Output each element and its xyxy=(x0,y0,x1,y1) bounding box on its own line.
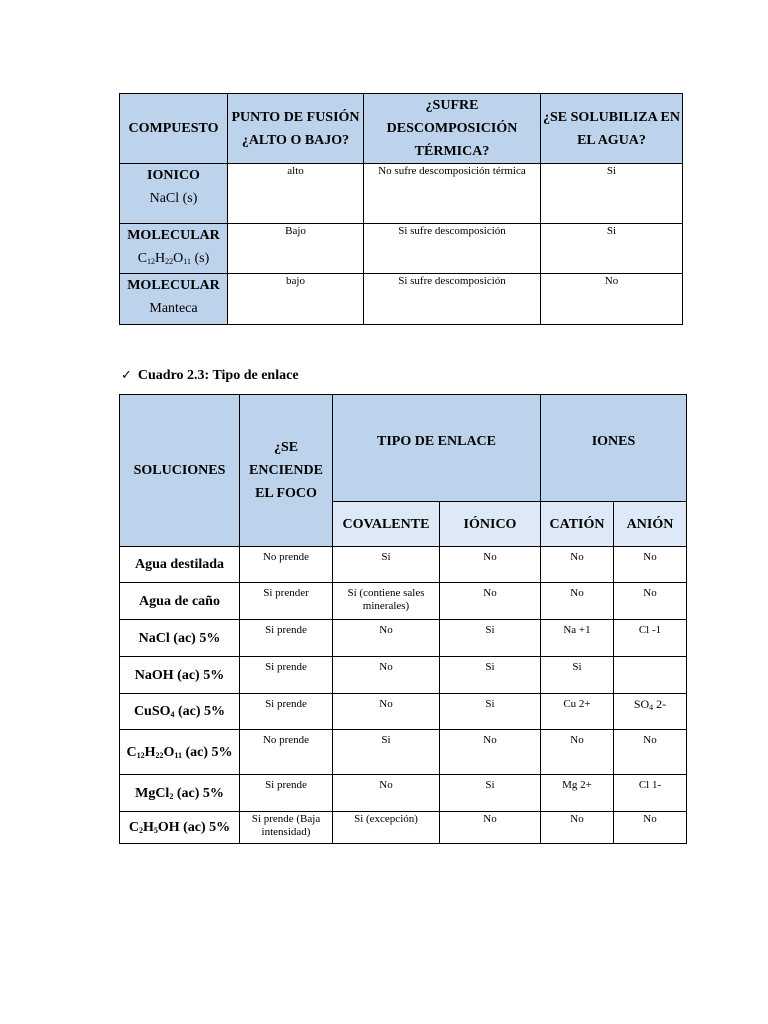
caption-text: Cuadro 2.3: Tipo de enlace xyxy=(137,368,299,383)
ionico-cell: Si xyxy=(440,657,541,694)
header-ionico: IÓNICO xyxy=(440,502,541,547)
anion-cell: No xyxy=(614,547,687,583)
compound-type: MOLECULAR xyxy=(127,228,220,243)
covalente-cell: Si (excepción) xyxy=(333,812,440,844)
cation-cell: Cu 2+ xyxy=(541,694,614,730)
table-row xyxy=(120,694,687,730)
anion-cell: No xyxy=(614,812,687,844)
compound-cell xyxy=(120,224,228,274)
header-tipo-enlace: TIPO DE ENLACE xyxy=(333,395,541,502)
foco-cell: No prende xyxy=(240,547,333,583)
table-row xyxy=(120,812,687,844)
header-cation: CATIÓN xyxy=(541,502,614,547)
header-compuesto: COMPUESTO xyxy=(120,94,228,164)
solution-cell: MgCl$_2$ (ac) 5% xyxy=(120,775,240,812)
ionico-cell: No xyxy=(440,583,541,620)
header-iones: IONES xyxy=(541,395,687,502)
descomposicion-cell: Si sufre descomposición xyxy=(364,274,541,325)
cation-cell: Na +1 xyxy=(541,620,614,657)
solution-cell: NaCl (ac) 5% xyxy=(120,620,240,657)
solution-cell: $C_2H_5OH$ (ac) 5% xyxy=(120,812,240,844)
solution-cell: NaOH (ac) 5% xyxy=(120,657,240,694)
cation-cell: No xyxy=(541,730,614,775)
fusion-cell: bajo xyxy=(228,274,364,325)
table-row xyxy=(120,164,683,224)
covalente-cell: No xyxy=(333,775,440,812)
anion-cell: $SO_4$ 2- xyxy=(614,694,687,730)
cation-cell: No xyxy=(541,547,614,583)
solution-cell: CuSO$_4$ (ac) 5% xyxy=(120,694,240,730)
ionico-cell: No xyxy=(440,730,541,775)
table-row xyxy=(120,274,683,325)
bond-type-table xyxy=(119,394,687,844)
table-row xyxy=(120,224,683,274)
foco-cell: Si prende (Baja intensidad) xyxy=(240,812,333,844)
table-row xyxy=(120,620,687,657)
foco-cell: Si prende xyxy=(240,775,333,812)
descomposicion-cell: Si sufre descomposición xyxy=(364,224,541,274)
table-row xyxy=(120,657,687,694)
header-descomposicion: ¿SUFRE DESCOMPOSICIÓN TÉRMICA? xyxy=(364,94,541,164)
ionico-cell: No xyxy=(440,812,541,844)
table-row xyxy=(120,730,687,775)
ionico-cell: Si xyxy=(440,694,541,730)
anion-cell: No xyxy=(614,583,687,620)
ionico-cell: Si xyxy=(440,620,541,657)
covalente-cell: Sí xyxy=(333,547,440,583)
header-soluciones: SOLUCIONES xyxy=(120,395,240,547)
covalente-cell: Sí (contiene sales minerales) xyxy=(333,583,440,620)
solution-cell: $C_{12}H_{22}O_{11}$ (ac) 5% xyxy=(120,730,240,775)
compound-properties-table xyxy=(119,93,683,325)
table-row xyxy=(120,583,687,620)
anion-cell: Cl 1- xyxy=(614,775,687,812)
fusion-cell: alto xyxy=(228,164,364,224)
covalente-cell: Si xyxy=(333,730,440,775)
header-punto-fusion: PUNTO DE FUSIÓN ¿ALTO O BAJO? xyxy=(228,94,364,164)
table-caption xyxy=(121,368,299,384)
table-row xyxy=(120,547,687,583)
compound-cell xyxy=(120,164,228,224)
header-covalente: COVALENTE xyxy=(333,502,440,547)
covalente-cell: No xyxy=(333,620,440,657)
compound-formula: $C_{12}H_{22}O_{11}$ (s) xyxy=(137,251,210,266)
fusion-cell: Bajo xyxy=(228,224,364,274)
covalente-cell: No xyxy=(333,657,440,694)
compound-type: MOLECULAR xyxy=(127,278,220,293)
ionico-cell: No xyxy=(440,547,541,583)
compound-name: NaCl (s) xyxy=(149,191,198,206)
cation-cell: Si xyxy=(541,657,614,694)
cation-cell: No xyxy=(541,583,614,620)
header-foco: ¿SE ENCIENDE EL FOCO xyxy=(240,395,333,547)
cation-cell: Mg 2+ xyxy=(541,775,614,812)
ionico-cell: Si xyxy=(440,775,541,812)
foco-cell: No prende xyxy=(240,730,333,775)
header-solubiliza: ¿SE SOLUBILIZA EN EL AGUA? xyxy=(541,94,683,164)
anion-cell xyxy=(614,657,687,694)
solution-cell: Agua destilada xyxy=(120,547,240,583)
checkmark-icon: ✓ xyxy=(121,368,132,383)
cation-cell: No xyxy=(541,812,614,844)
compound-name: Manteca xyxy=(149,301,198,316)
foco-cell: Si prende xyxy=(240,694,333,730)
solution-cell: Agua de caño xyxy=(120,583,240,620)
foco-cell: Si prender xyxy=(240,583,333,620)
soluble-cell: Si xyxy=(541,224,683,274)
covalente-cell: No xyxy=(333,694,440,730)
soluble-cell: Si xyxy=(541,164,683,224)
compound-type: IONICO xyxy=(147,168,200,183)
anion-cell: No xyxy=(614,730,687,775)
table-row xyxy=(120,775,687,812)
soluble-cell: No xyxy=(541,274,683,325)
compound-cell xyxy=(120,274,228,325)
header-anion: ANIÓN xyxy=(614,502,687,547)
anion-cell: Cl -1 xyxy=(614,620,687,657)
foco-cell: Si prende xyxy=(240,620,333,657)
foco-cell: Si prende xyxy=(240,657,333,694)
descomposicion-cell: No sufre descomposición térmica xyxy=(364,164,541,224)
